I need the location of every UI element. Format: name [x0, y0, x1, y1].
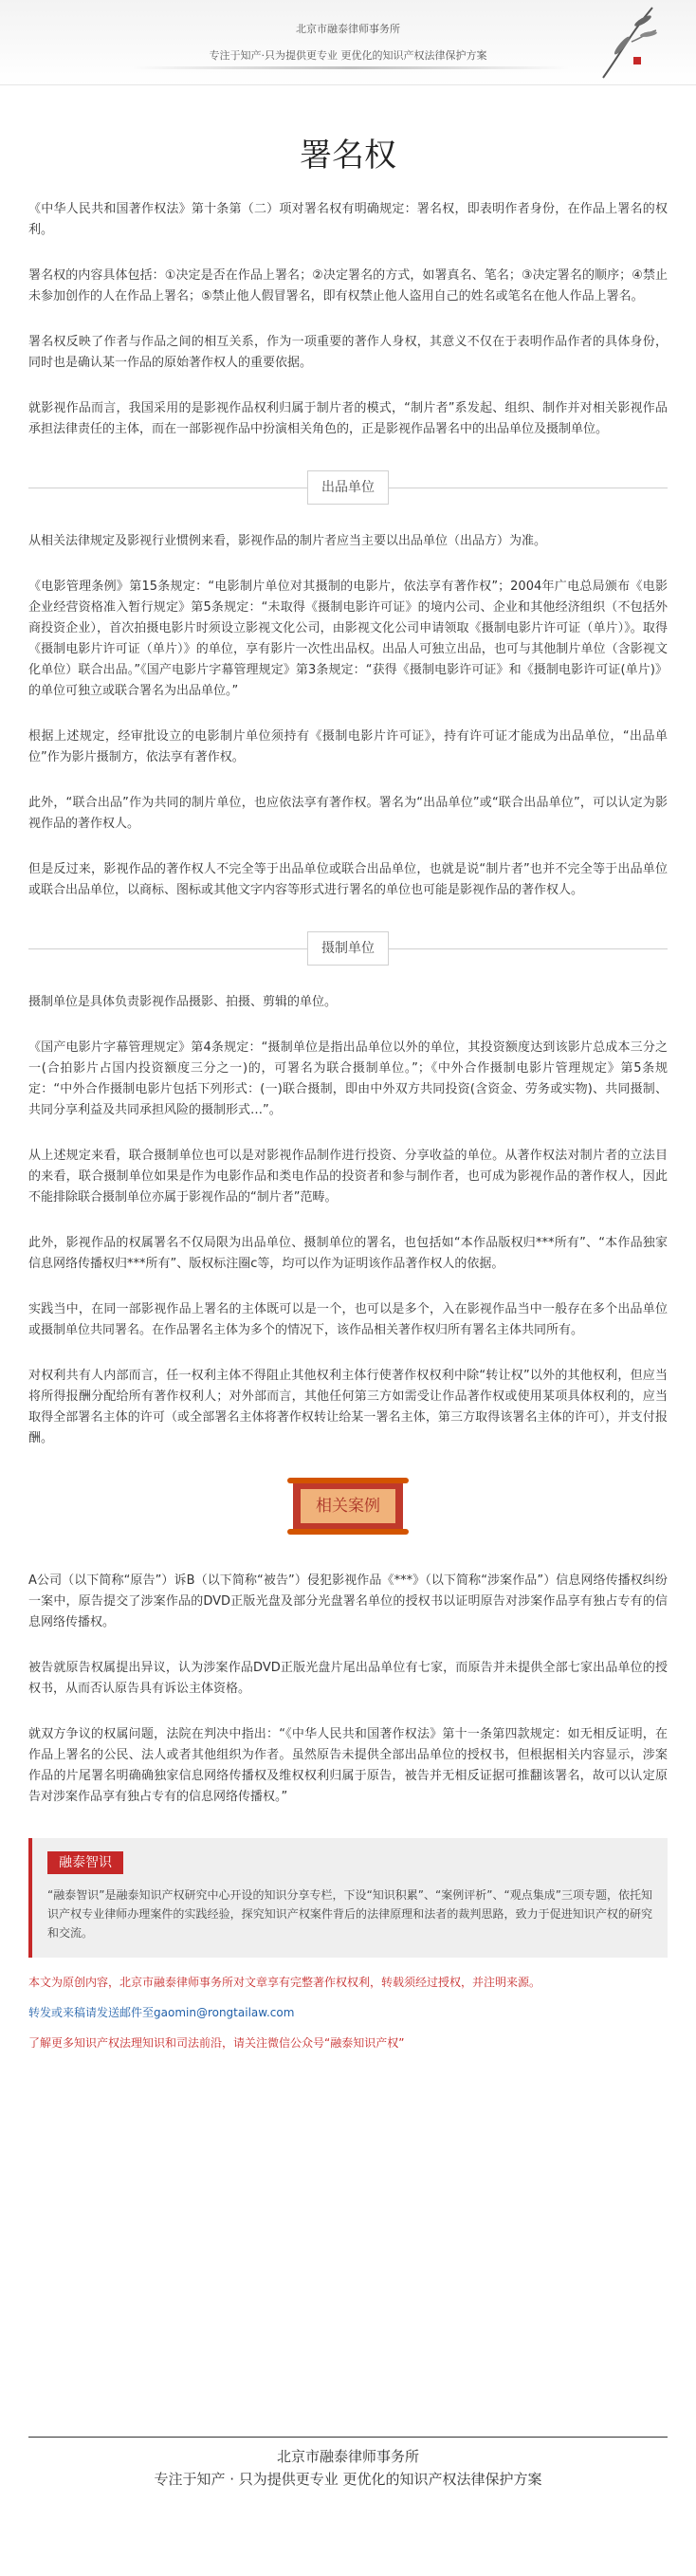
- header-slogan: 专注于知产·只为提供更专业 更优化的知识产权法律保护方案: [209, 49, 487, 62]
- section2-paragraph: 摄制单位是具体负责影视作品摄影、拍摄、剪辑的单位。: [28, 995, 338, 1009]
- page-footer: [28, 2437, 668, 2491]
- intro-paragraph: 就影视作品而言，我国采用的是影视作品权利归属于制片者的模式，“制片者”系发起、组织、制作并对相关影视作品承担法律责任的主体，而在一部影视作品中扮演相关角色的，正是影视作品署名中的出品单位及摄制单位。: [28, 401, 668, 436]
- scroll-banner-icon: [293, 1481, 403, 1531]
- ink-bamboo-icon: [594, 4, 660, 80]
- header-firm-name: 北京市融泰律师事务所: [296, 23, 400, 35]
- brush-stroke-decoration: [133, 66, 569, 69]
- wechat-follow-notice: 了解更多知识产权法理知识和司法前沿，请关注微信公众号“融泰知识产权”: [28, 2036, 405, 2050]
- section2-paragraph: 对权利共有人内部而言，任一权利主体不得阻止其他权利主体行使著作权权利中除“转让权”以外的其他权利，但应当将所得报酬分配给所有著作权利人；对外部而言，其他任何第三方如需受让作品著作权或使用某项具体权利的，应当取得全部署名主体的许可（或全部署名主体将著作权转让给某一署名主体，第三方取得该署名主体的许可），并支付报酬。: [28, 1369, 668, 1445]
- intro-paragraph: 署名权反映了作者与作品之间的相互关系，作为一项重要的著作人身权，其意义不仅在于表明作品作者的具体身份，同时也是确认某一作品的原始著作权人的重要依据。: [28, 335, 668, 370]
- page-title: 署名权: [300, 137, 396, 175]
- section1-paragraph: 此外，“联合出品”作为共同的制片单位，也应依法享有著作权。署名为“出品单位”或“联合出品单位”，可以认定为影视作品的著作权人。: [28, 796, 668, 831]
- info-box-text: “融泰智识”是融泰知识产权研究中心开设的知识分享专栏，下设“知识积累”、“案例评析”、“观点集成”三项专题，依托知识产权专业律师办理案件的实践经验，探究知识产权案件背后的法律原理和法者的裁判思路，致力于促进知识产权的研究和交流。: [47, 1888, 652, 1940]
- section1-paragraph: 但是反过来，影视作品的著作权人不完全等于出品单位或联合出品单位，也就是说“制片者”也并不完全等于出品单位或联合出品单位，以商标、图标或其他文字内容等形式进行署名的单位也可能是影视作品的著作权人。: [28, 862, 668, 897]
- article-notes: [28, 1973, 668, 2052]
- info-box-tag: 融泰智识: [47, 1851, 123, 1874]
- case-heading-label: 相关案例: [301, 1489, 395, 1523]
- intro-paragraph: 《中华人民共和国著作权法》第十条第（二）项对署名权有明确规定：署名权，即表明作者身份，在作品上署名的权利。: [28, 202, 668, 237]
- copyright-notice: 本文为原创内容，北京市融泰律师事务所对文章享有完整著作权权利，转载须经过授权，并注明来源。: [28, 1976, 541, 1989]
- article-body: [0, 199, 696, 2052]
- section1-paragraph: 根据上述规定，经审批设立的电影制片单位须持有《摄制电影片许可证》，持有许可证才能成为出品单位，“出品单位”作为影片摄制方，依法享有著作权。: [28, 729, 668, 764]
- case-paragraph: 被告就原告权属提出异议，认为涉案作品DVD正版光盘片尾出品单位有七家，而原告并未提供全部七家出品单位的授权书，从而否认原告具有诉讼主体资格。: [28, 1661, 668, 1696]
- footer-firm-name: 北京市融泰律师事务所: [276, 2448, 419, 2465]
- section2-paragraph: 从上述规定来看，联合摄制单位也可以是对影视作品制作进行投资、分享收益的单位。从著作权法对制片者的立法目的来看，联合摄制单位如果是作为电影作品和类电作品的投资者和参与制作者，也可成为影视作品的著作权人，因此不能排除联合摄制单位亦属于影视作品的“制片者”范畴。: [28, 1149, 668, 1205]
- case-heading: [28, 1476, 668, 1542]
- section1-paragraph: 从相关法律规定及影视行业惯例来看，影视作品的制片者应当主要以出品单位（出品方）为准。: [28, 534, 547, 548]
- section-heading-filming: [28, 929, 668, 967]
- red-seal-decoration: [633, 57, 641, 64]
- intro-paragraph: 署名权的内容具体包括：①决定是否在作品上署名；②决定署名的方式，如署真名、笔名；③决定署名的顺序；④禁止未参加创作的人在作品上署名；⑤禁止他人假冒署名，即有权禁止他人盗用自己的姓名或笔名在他人作品上署名。: [28, 268, 668, 304]
- section1-paragraph: 《电影管理条例》第15条规定：“电影制片单位对其摄制的电影片，依法享有著作权”；2004年广电总局颁布《电影企业经营资格准入暂行规定》第5条规定：“未取得《摄制电影许可证》的境内公司、企业和其他经济组织（不包括外商投资企业），首次拍摄电影片时须设立影视文化公司，由影视文化公司申请领取《摄制电影片许可证（单片）》。取得《摄制电影片许可证（单片）》的单位，享有影片一次性出品权。出品人可独立出品，也可与其他制片单位（含影视文化单位）联合出品。”《国产电影片字幕管理规定》第3条规定：“获得《摄制电影许可证》和《摄制电影许可证(单片)》的单位可独立或联合署名为出品单位。”: [28, 580, 668, 698]
- info-box: [28, 1838, 668, 1958]
- submission-email-link[interactable]: 转发或来稿请发送邮件至gaomin@rongtailaw.com: [28, 2006, 295, 2019]
- footer-slogan: 专注于知产 · 只为提供更专业 更优化的知识产权法律保护方案: [154, 2471, 542, 2488]
- section2-paragraph: 此外，影视作品的权属署名不仅局限为出品单位、摄制单位的署名，也包括如“本作品版权归***所有”、“本作品独家信息网络传播权归***所有”、版权标注圈c等，均可以作为证明该作品著作权人的依据。: [28, 1236, 668, 1271]
- case-paragraph: A公司（以下简称“原告”）诉B（以下简称“被告”）侵犯影视作品《***》（以下简称“涉案作品”）信息网络传播权纠纷一案中，原告提交了涉案作品的DVD正版光盘及部分光盘署名单位的授权书以证明原告对涉案作品享有独占专有的信息网络传播权。: [28, 1573, 668, 1629]
- section2-paragraph: 实践当中，在同一部影视作品上署名的主体既可以是一个，也可以是多个，入在影视作品当中一般存在多个出品单位或摄制单位共同署名。在作品署名主体为多个的情况下，该作品相关著作权归所有署名主体共同所有。: [28, 1302, 668, 1337]
- section-heading-label: 出品单位: [307, 470, 389, 505]
- section-heading-producer: [28, 469, 668, 506]
- section2-paragraph: 《国产电影片字幕管理规定》第4条规定：“摄制单位是指出品单位以外的单位，其投资额度达到该影片总成本三分之一(合拍影片占国内投资额度三分之一)的，可署名为联合摄制单位。”；《中外合作摄制电影片管理规定》第5条规定：“中外合作摄制电影片包括下列形式：(一)联合摄制，即由中外双方共同投资(含资金、劳务或实物)、共同摄制、共同分享利益及共同承担风险的摄制形式…”。: [28, 1040, 668, 1117]
- case-paragraph: 就双方争议的权属问题，法院在判决中指出：“《中华人民共和国著作权法》第十一条第四款规定：如无相反证明，在作品上署名的公民、法人或者其他组织为作者。虽然原告未提供全部出品单位的授权书，但根据相关内容显示，涉案作品的片尾署名明确确独家信息网络传播权及维权权利归属于原告，被告并无相反证据可推翻该署名，故可以认定原告对涉案作品享有独占专有的信息网络传播权。”: [28, 1727, 668, 1804]
- header-banner: [0, 0, 696, 85]
- section-heading-label: 摄制单位: [307, 931, 389, 966]
